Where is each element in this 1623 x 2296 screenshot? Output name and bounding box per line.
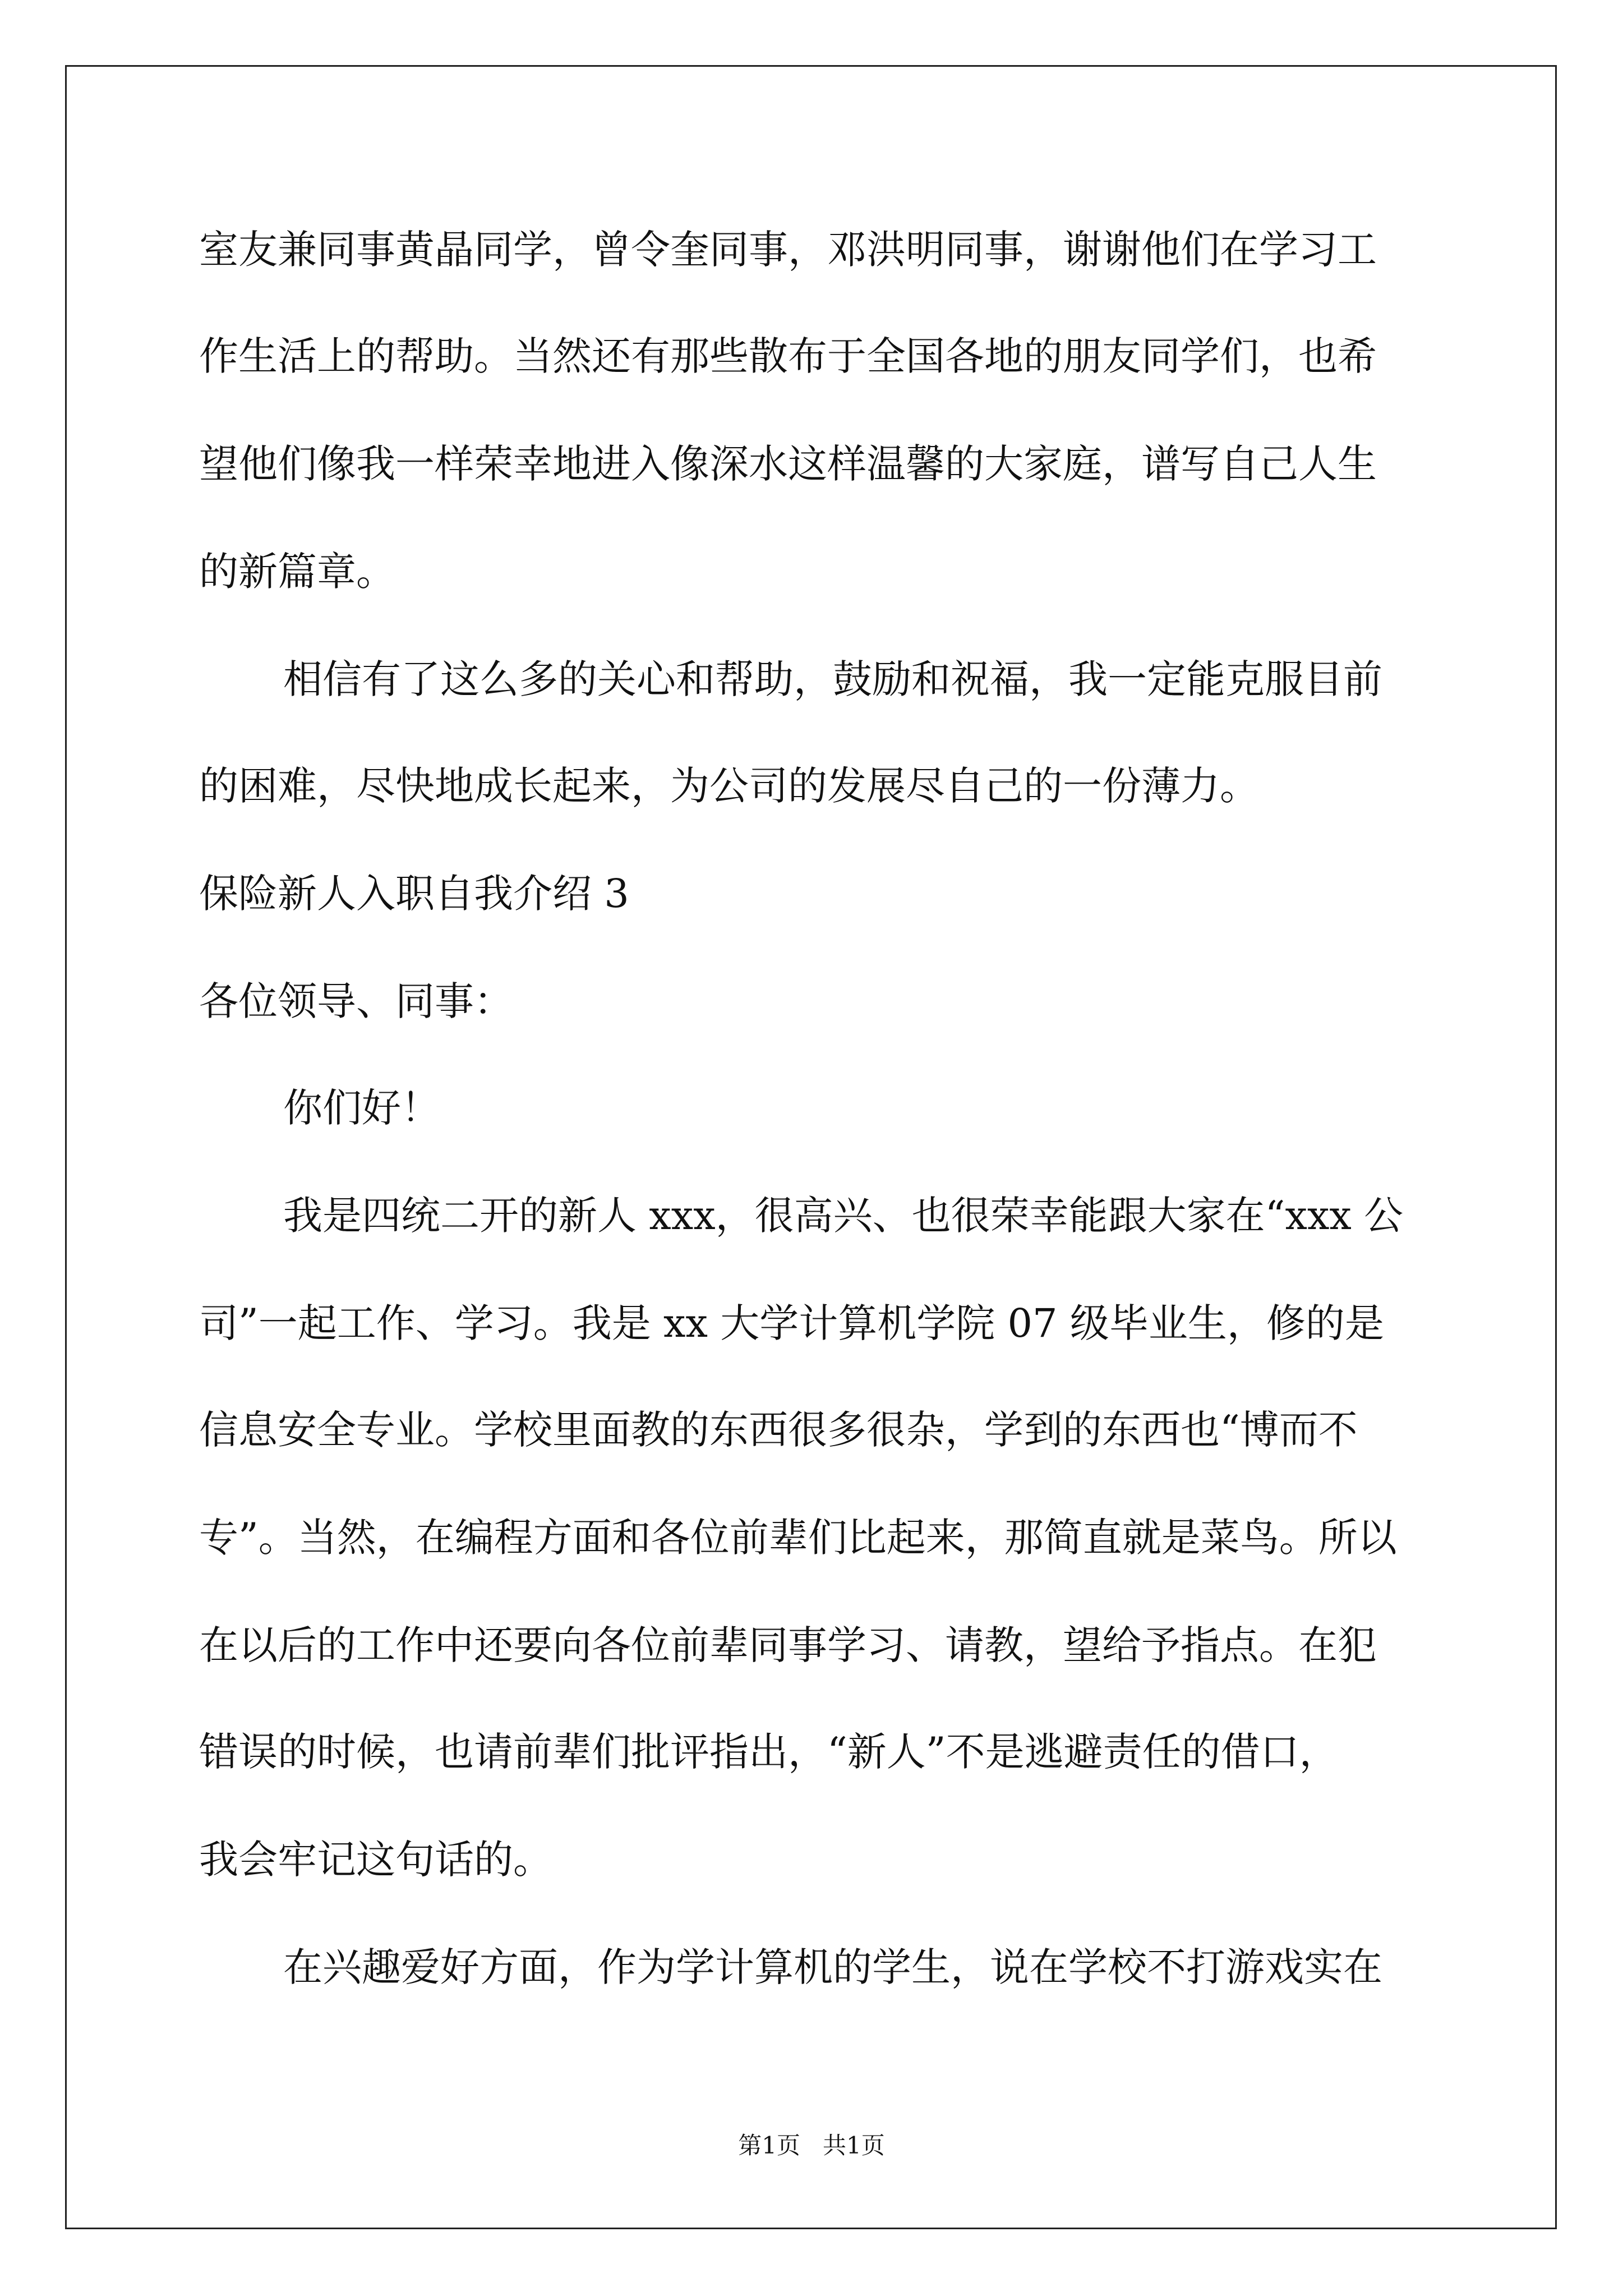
text-line: 在以后的工作中还要向各位前辈同事学习、请教，望给予指点。在犯 (199, 1622, 1377, 1668)
text-line: 的新篇章。 (199, 549, 395, 595)
text-line: 相信有了这么多的关心和帮助，鼓励和祝福，我一定能克服目前 (283, 656, 1382, 702)
text-line: 在兴趣爱好方面，作为学计算机的学生，说在学校不打游戏实在 (283, 1944, 1382, 1990)
text-line: 望他们像我一样荣幸地进入像深水这样温馨的大家庭，谱写自己人生 (199, 441, 1377, 487)
section-heading: 保险新人入职自我介绍 3 (199, 871, 629, 917)
text-line: 错误的时候，也请前辈们批评指出，“新人”不是逃避责任的借口， (199, 1729, 1339, 1775)
text-line: 司”一起工作、学习。我是 xx 大学计算机学院 07 级毕业生，修的是 (199, 1300, 1384, 1346)
text-line: 我会牢记这句话的。 (199, 1837, 552, 1883)
page-border (65, 65, 1557, 2229)
text-line: 我是四统二开的新人 xxx，很高兴、也很荣幸能跟大家在“xxx 公 (283, 1193, 1404, 1239)
page-footer: 第1页 共1页 (738, 2132, 885, 2159)
salutation: 各位领导、同事： (199, 978, 513, 1024)
greeting: 你们好！ (283, 1085, 440, 1131)
text-line: 室友兼同事黄晶同学，曾令奎同事，邓洪明同事，谢谢他们在学习工 (199, 227, 1377, 273)
text-line: 作生活上的帮助。当然还有那些散布于全国各地的朋友同学们，也希 (199, 333, 1377, 379)
text-line: 专”。当然，在编程方面和各位前辈们比起来，那简直就是菜鸟。所以 (199, 1515, 1397, 1561)
text-line: 信息安全专业。学校里面教的东西很多很杂，学到的东西也“博而不 (199, 1407, 1358, 1453)
text-line: 的困难，尽快地成长起来，为公司的发展尽自己的一份薄力。 (199, 763, 1259, 809)
